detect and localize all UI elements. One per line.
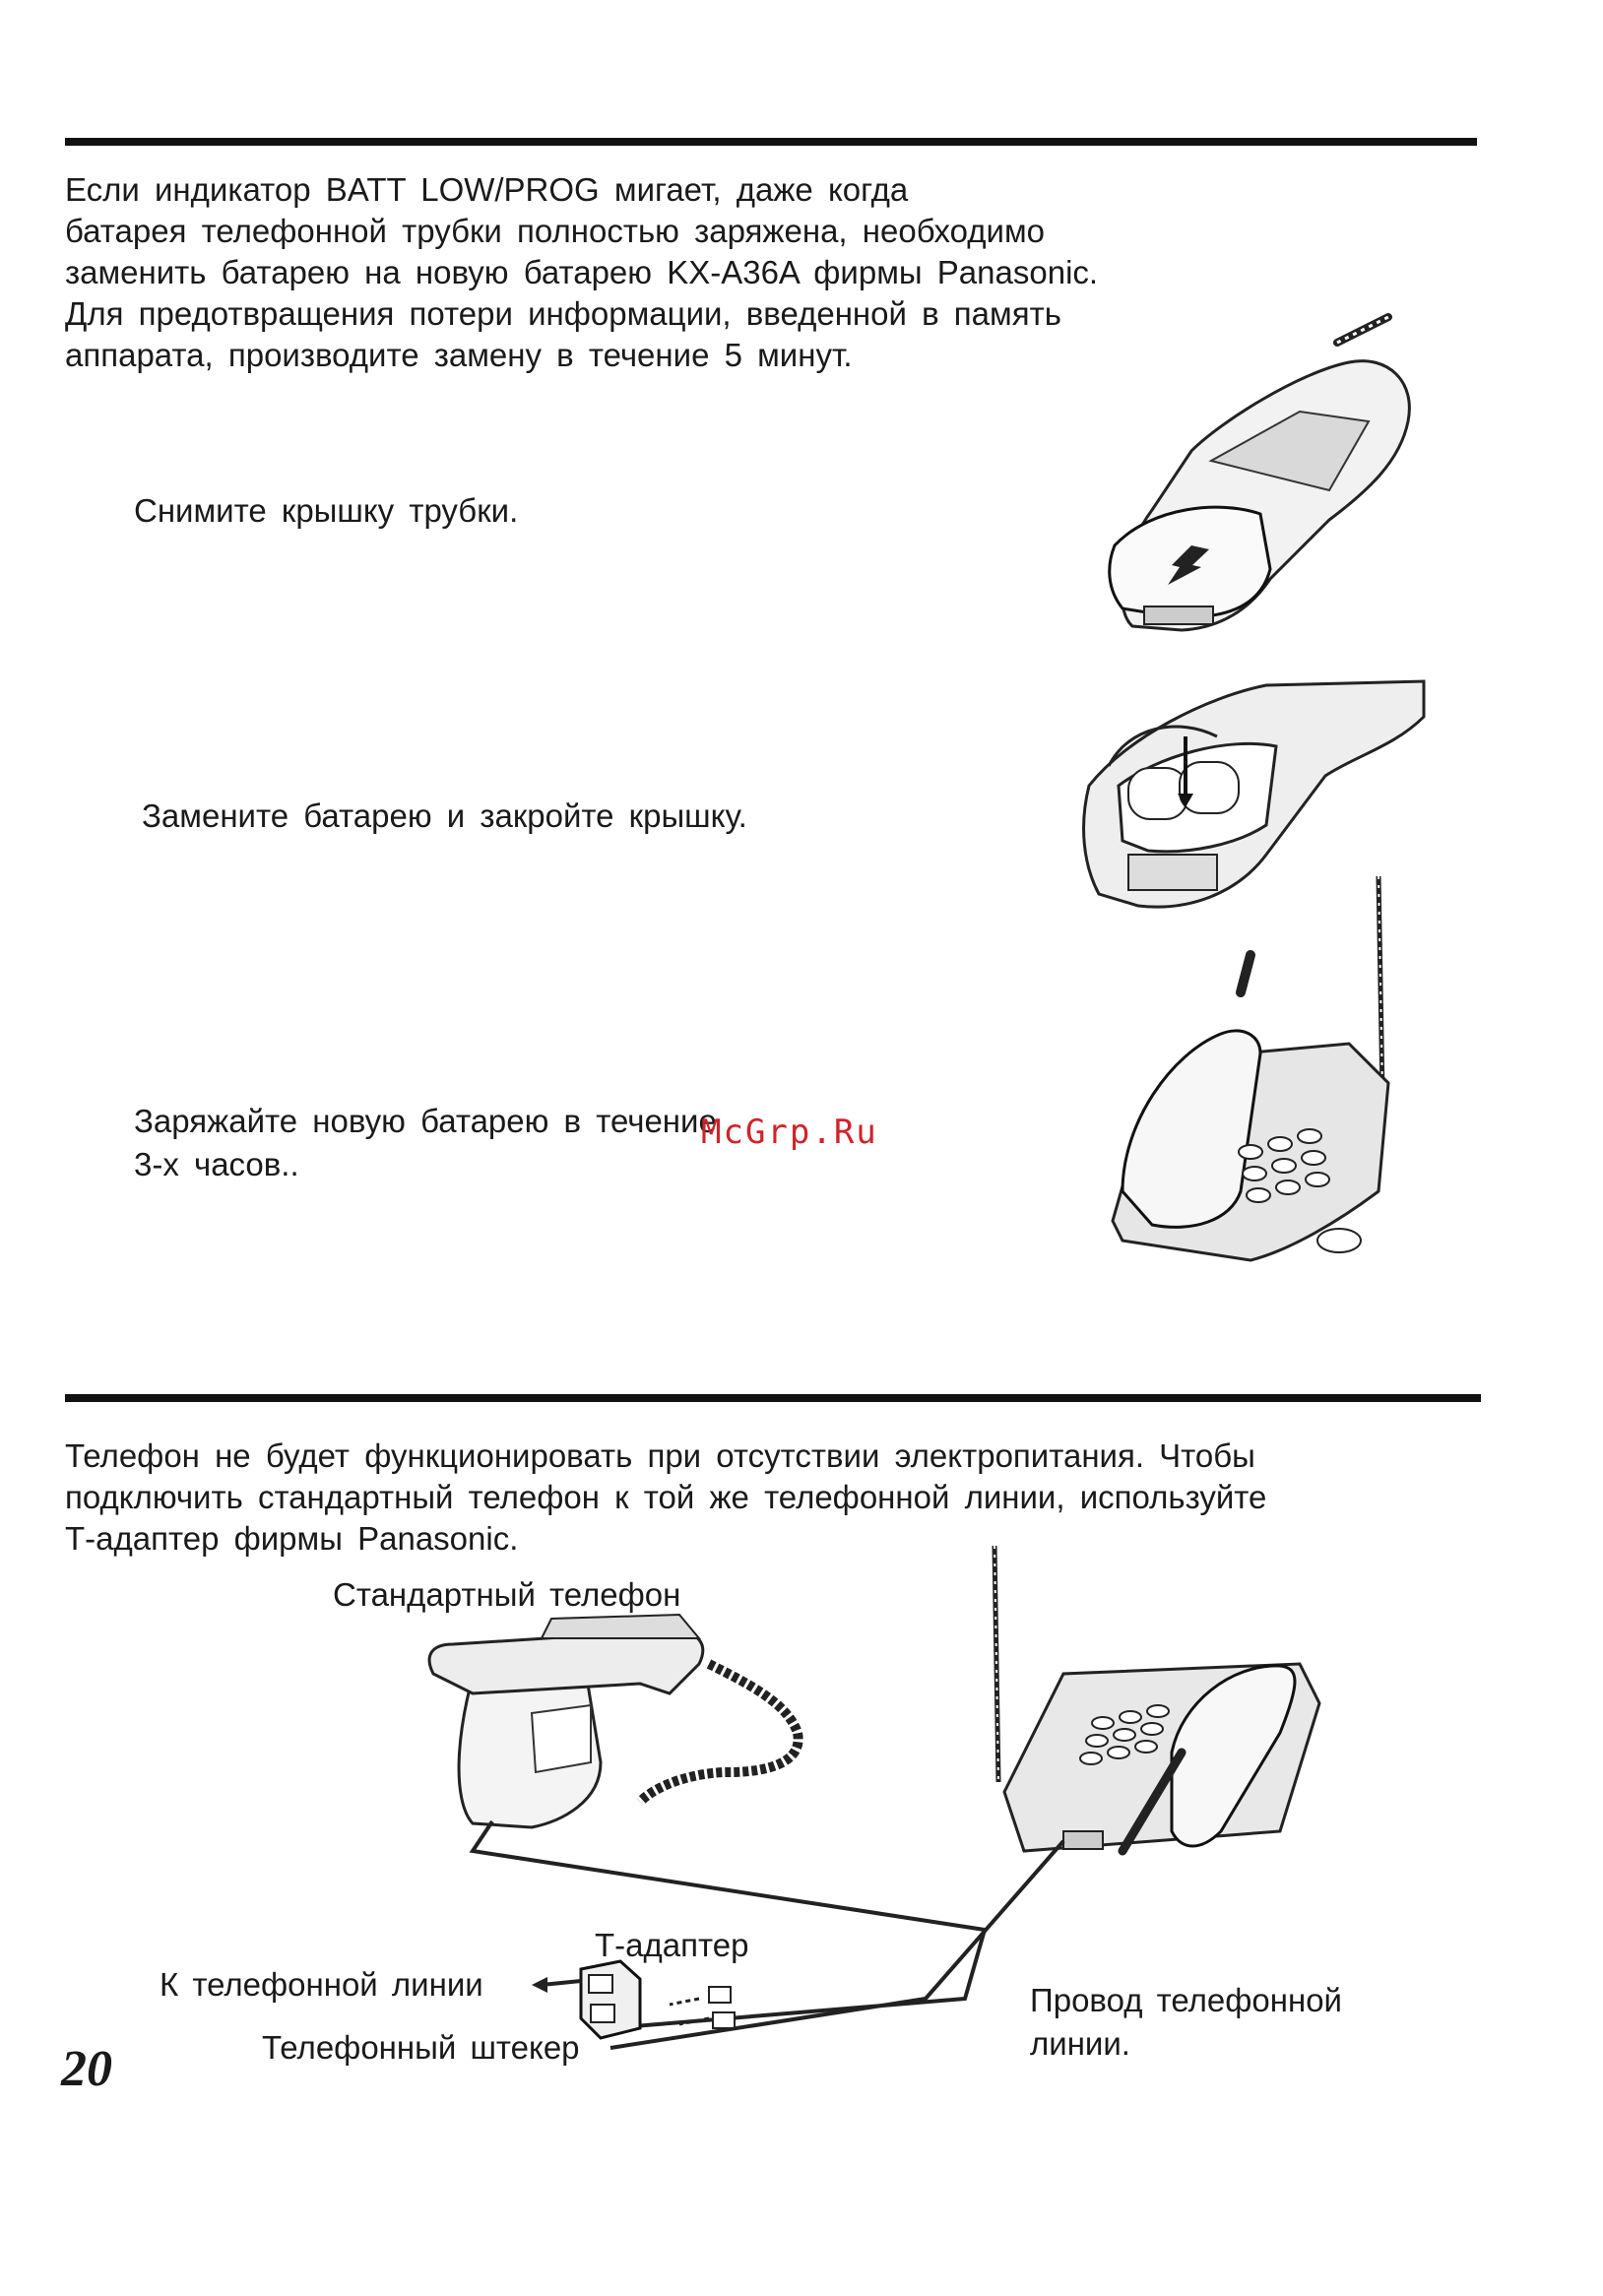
label-t-adapter: Т-адаптер (595, 1927, 749, 1963)
label-line-cord-2: линии. (1030, 2025, 1130, 2062)
section-divider-top (65, 138, 1477, 146)
intro-line-4: Для предотвращения потери информации, введенной в память (65, 295, 1061, 332)
t-adapter-line-2: подключить стандартный телефон к той же телефонной линии, используйте (65, 1479, 1267, 1515)
intro-line-1: Если индикатор BATT LOW/PROG мигает, даже когда (65, 171, 909, 208)
step-charge-line-2: 3-х часов.. (134, 1146, 299, 1182)
intro-line-2: батарея телефонной трубки полностью заряжена, необходимо (65, 213, 1045, 249)
page-number: 20 (61, 2041, 112, 2097)
battery-replacement-intro (65, 169, 1098, 376)
intro-line-3: заменить батарею на новую батарею KX-A36A фирмы Panasonic. (65, 254, 1099, 290)
label-standard-phone: Стандартный телефон (333, 1576, 681, 1613)
step-replace-battery: Замените батарею и закройте крышку. (142, 797, 747, 834)
base-unit-charging-illustration (1093, 866, 1428, 1280)
label-line-cord-1: Провод телефонной (1030, 1982, 1342, 2018)
intro-line-5: аппарата, производите замену в течение 5 минут. (65, 337, 853, 373)
watermark: McGrp.Ru (701, 1113, 878, 1152)
section-divider-middle (65, 1394, 1481, 1402)
t-adapter-line-3: Т-адаптер фирмы Panasonic. (65, 1520, 519, 1557)
label-to-phone-line: К телефонной линии (160, 1966, 483, 2003)
step-remove-cover: Снимите крышку трубки. (134, 492, 519, 529)
handset-cover-removal-illustration (1073, 313, 1428, 648)
step-charge-line-1: Заряжайте новую батарею в течение (134, 1103, 717, 1139)
label-telephone-plug: Телефонный штекер (262, 2029, 580, 2066)
t-adapter-line-1: Телефон не будет функционировать при отсутствии электропитания. Чтобы (65, 1437, 1255, 1474)
